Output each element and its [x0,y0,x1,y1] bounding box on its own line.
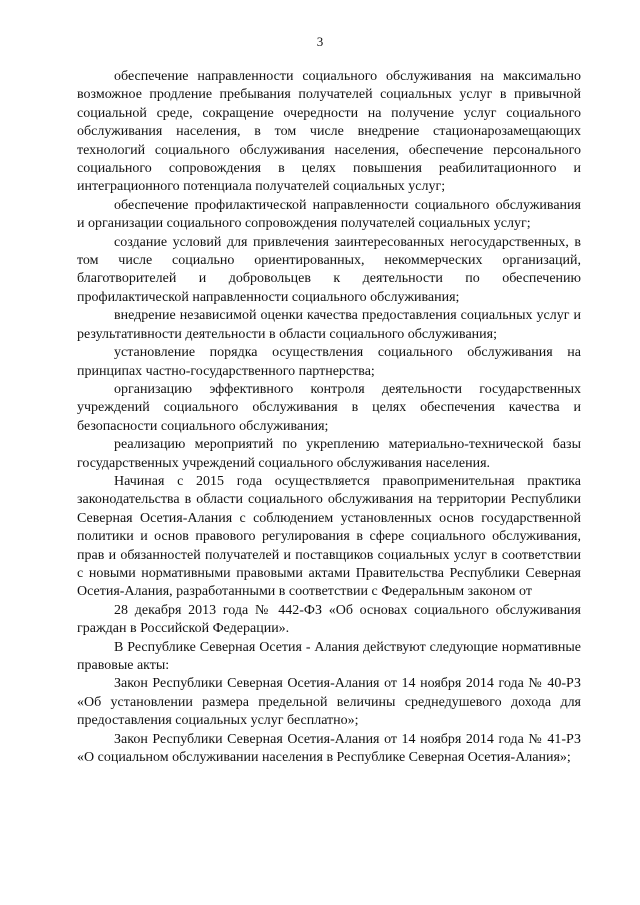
paragraph-federal-law: 28 декабря 2013 года № 442-ФЗ «Об основах социального обслуживания граждан в Российской Федерации». [77,602,581,637]
paragraph-material-base: реализацию мероприятий по укреплению материально-технической базы государственных учреждений социального обслуживания населения. [77,437,581,471]
page-number: 3 [316,34,324,49]
paragraph-practice-2015: Начиная с 2015 года осуществляется правоприменительная практика законодательства в области социального обслуживания на территории Республики Северная Осетия-Алания с соблюдением установленных основ государственной политики и основ правового регулирования в сфере социального обслуживания, прав и обязанностей получателей и поставщиков социальных услуг в соответствии с новыми нормативными правовыми актами Правительства Республики Северная Осетия-Алания, разработанными в соответствии с Федеральным законом от [77,473,581,600]
paragraph-quality-assessment: внедрение независимой оценки качества предоставления социальных услуг и результативности деятельности в области социального обслуживания; [77,308,581,342]
paragraph-law-40: Закон Республики Северная Осетия-Алания от 14 ноября 2014 года № 40-РЗ «Об установлении размера предельной величины среднедушевого дохода для предоставления социальных услуг бесплатно»; [77,676,581,729]
paragraph-law-41: Закон Республики Северная Осетия-Алания от 14 ноября 2014 года № 41-РЗ «О социальном обслуживании населения в Республике Северная Осетия-Алания»; [77,731,581,766]
paragraph-partnership: установление порядка осуществления социального обслуживания на принципах частно-государственного партнерства; [77,345,581,379]
paragraph-prevention: обеспечение профилактической направленности социального обслуживания и организации социального сопровождения получателей социальных услуг; [77,197,581,232]
paragraph-nonprofits: создание условий для привлечения заинтересованных негосударственных, в том числе социально ориентированных, некоммерческих организаций, благотворителей и добровольцев к деятельности по обеспечению профилактической направленности социального обслуживания; [77,234,581,305]
paragraph-acts-intro: В Республике Северная Осетия - Алания действуют следующие нормативные правовые акты: [77,639,581,673]
paragraph-control: организацию эффективного контроля деятельности государственных учреждений социального обслуживания в целях обеспечения качества и безопасности социального обслуживания; [77,381,581,434]
document-body [77,68,581,767]
paragraph-social-environment: обеспечение направленности социального обслуживания на максимально возможное продление пребывания получателей социальных услуг в привычной социальной среде, сокращение очередности на получение услуг социального обслуживания населения, в том числе внедрение стационарозамещающих технологий социального обслуживания населения, обеспечение персонального социального сопровождения в целях повышения реабилитационного и интеграционного потенциала получателей социальных услуг; [77,69,581,195]
